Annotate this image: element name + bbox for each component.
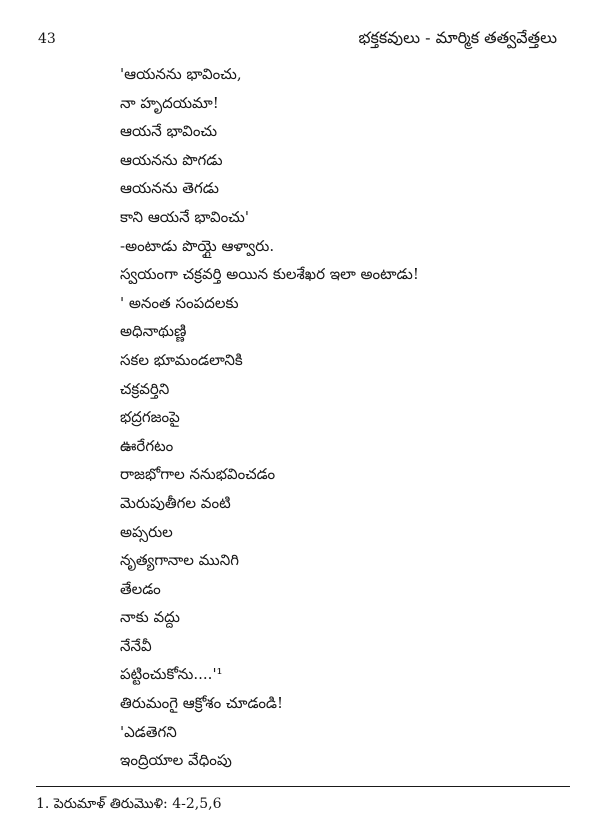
verse-line: 'ఆయనను భావించు, [120, 65, 242, 83]
verse-line: ఆయనను తెగడు [120, 179, 219, 198]
verse-line: చక్రవర్తిని [120, 379, 170, 398]
verse-line: ఇంద్రియాల వేధింపు [120, 751, 232, 770]
verse-line: మెరుపుతీగల వంటి [120, 493, 231, 512]
verse-line: ఊరేగటం [120, 436, 174, 455]
verse-line: నాకు వద్దు [120, 608, 180, 627]
verse-line: ఆయనే భావించు [120, 122, 218, 141]
page-number: 43 [38, 31, 56, 47]
verse-line: భద్రగజంపై [120, 408, 180, 427]
verse-line: తేలడం [120, 579, 161, 598]
verse-line: ఆయనను పొగడు [120, 150, 223, 169]
verse-line: సకల భూమండలానికి [120, 350, 243, 369]
running-header-title: భక్తకవులు - మార్మిక తత్వవేత్తలు [358, 28, 557, 47]
verse-line: -అంటాడు పొయ్గై ఆళ్వారు. [120, 236, 275, 255]
footnote-divider [36, 786, 570, 787]
verse-line: అధినాథుణ్ణి [120, 322, 187, 341]
verse-line: 'ఎడతెగని [120, 722, 177, 741]
prose-line: తిరుమంగై ఆక్రోశం చూడండి! [120, 694, 284, 713]
prose-line: స్వయంగా చక్రవర్తి అయిన కులశేఖర ఇలా అంటాడు! [120, 265, 419, 284]
verse-line: నృత్యగానాల మునిగి [120, 551, 239, 570]
verse-body [120, 60, 570, 775]
verse-line: కాని ఆయనే భావించు' [120, 207, 249, 226]
verse-line: నా హృదయమా! [120, 93, 219, 112]
verse-line: నేనేవీ [120, 636, 152, 655]
footnote: 1. పెరుమాళ్ తిరుమొళి: 4-2,5,6 [36, 796, 222, 812]
verse-line: పట్టించుకోను....'¹ [120, 665, 223, 684]
verse-line: అప్సరుల [120, 522, 173, 541]
verse-line: రాజభోగాల ననుభవించడం [120, 465, 276, 484]
verse-line: ' అనంత సంపదలకు [120, 293, 239, 312]
